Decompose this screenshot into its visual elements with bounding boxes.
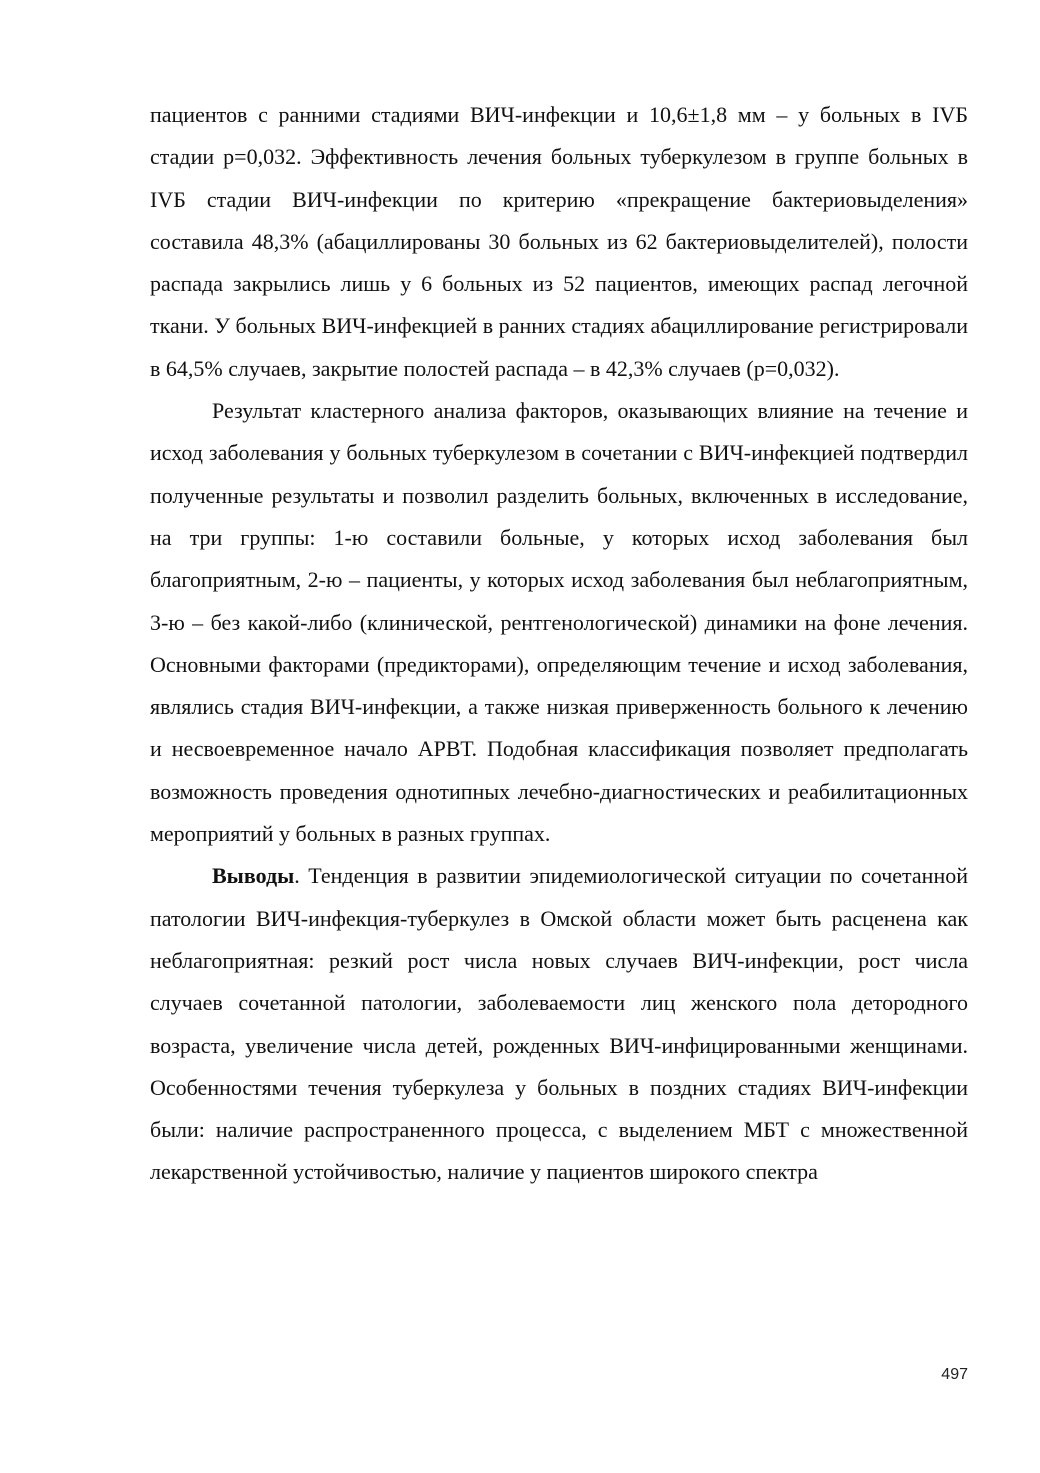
paragraph: Результат кластерного анализа факторов, оказывающих влияние на течение и исход заболевания у больных туберкулезом в сочетании с ВИЧ-инфекцией подтвердил полученные результаты и позволил разделить больных, включенных в исследование, на три группы: 1-ю составили больные, у которых исход заболевания был благоприятным, 2-ю – пациенты, у которых исход заболевания был неблагоприятным, 3-ю – без какой-либо (клинической, рентгенологической) динамики на фоне лечения. Основными факторами (предикторами), определяющим течение и исход заболевания, являлись стадия ВИЧ-инфекции, а также низкая приверженность больного к лечению и несвоевременное начало АРВТ. Подобная классификация позволяет предполагать возможность проведения однотипных лечебно-диагностических и реабилитационных мероприятий у больных в разных группах. [150, 398, 968, 847]
conclusions-paragraph [150, 855, 968, 1193]
conclusions-heading: Выводы [212, 863, 295, 889]
conclusions-text: . Тенденция в развитии эпидемиологической ситуации по сочетанной патологии ВИЧ-инфекция-туберкулез в Омской области может быть расценена как неблагоприятная: резкий рост числа новых случаев ВИЧ-инфекции, рост числа случаев сочетанной патологии, заболеваемости лиц женского пола детородного возраста, увеличение числа детей, рожденных ВИЧ-инфицированными женщинами. Особенностями течения туберкулеза у больных в поздних стадиях ВИЧ-инфекции были: наличие распространенного процесса, с выделением МБТ с множественной лекарственной устойчивостью, наличие у пациентов широкого спектра [150, 863, 968, 1185]
page-number: 497 [941, 1366, 968, 1383]
paragraph: пациентов с ранними стадиями ВИЧ-инфекции и 10,6±1,8 мм – у больных в IVБ стадии р=0,032. Эффективность лечения больных туберкулезом в группе больных в IVБ стадии ВИЧ-инфекции по критерию «прекращение бактериовыделения» составила 48,3% (абациллированы 30 больных из 62 бактериовыделителей), полости распада закрылись лишь у 6 больных из 52 пациентов, имеющих распад легочной ткани. У больных ВИЧ-инфекцией в ранних стадиях абациллирование регистрировали в 64,5% случаев, закрытие полостей распада – в 42,3% случаев (р=0,032). [150, 102, 968, 381]
document-body [150, 94, 968, 1194]
